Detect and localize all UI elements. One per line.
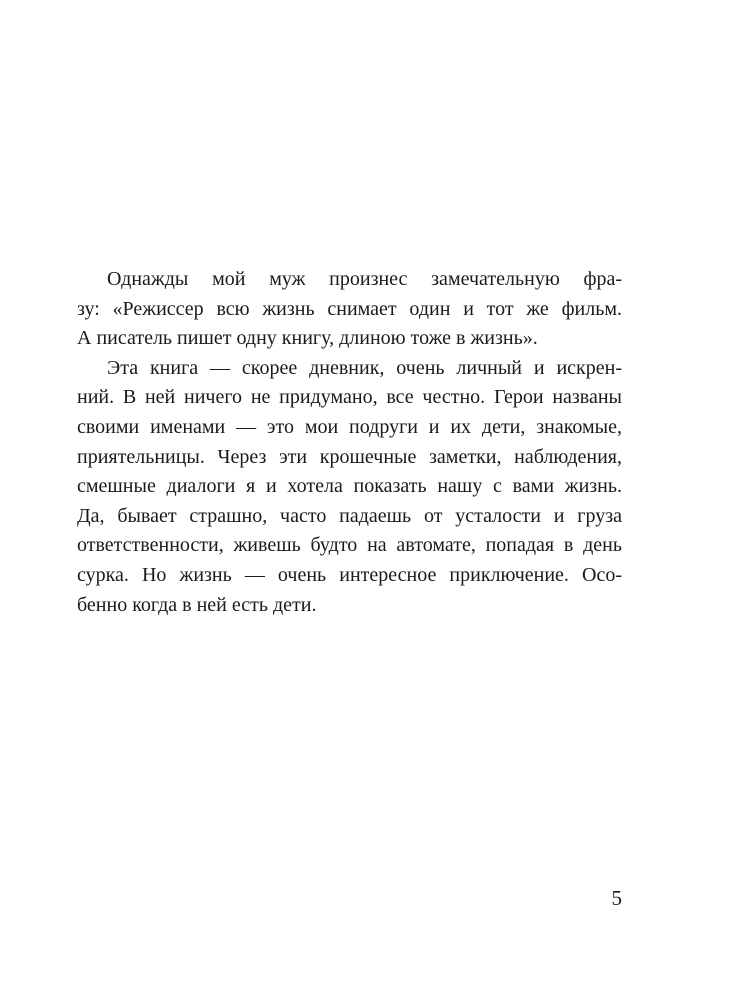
page-number: 5 (611, 886, 622, 910)
text-line: приятельницы. Через эти крошечные заметки, наблюдения, (77, 445, 622, 468)
body-text (77, 265, 622, 620)
text-line: смешные диалоги я и хотела показать нашу с вами жизнь. (77, 475, 622, 498)
text-line: Эта книга — скорее дневник, очень личный и искрен- (107, 356, 622, 379)
text-line: зу: «Режиссер всю жизнь снимает один и тот же фильм. (77, 297, 622, 320)
text-line: А писатель пишет одну книгу, длиною тоже в жизнь». (77, 327, 538, 350)
paragraph (77, 354, 622, 620)
text-line: своими именами — это мои подруги и их дети, знакомые, (77, 415, 622, 438)
paragraph (77, 265, 622, 354)
text-line: ответственности, живешь будто на автомате, попадая в день (77, 534, 622, 557)
text-line: Однажды мой муж произнес замечательную фра- (107, 268, 622, 290)
text-line: сурка. Но жизнь — очень интересное приключение. Осо- (77, 563, 622, 586)
text-line: Да, бывает страшно, часто падаешь от усталости и груза (77, 504, 622, 527)
text-line: ний. В ней ничего не придумано, все честно. Герои названы (77, 386, 622, 409)
text-line: бенно когда в ней есть дети. (77, 593, 317, 616)
